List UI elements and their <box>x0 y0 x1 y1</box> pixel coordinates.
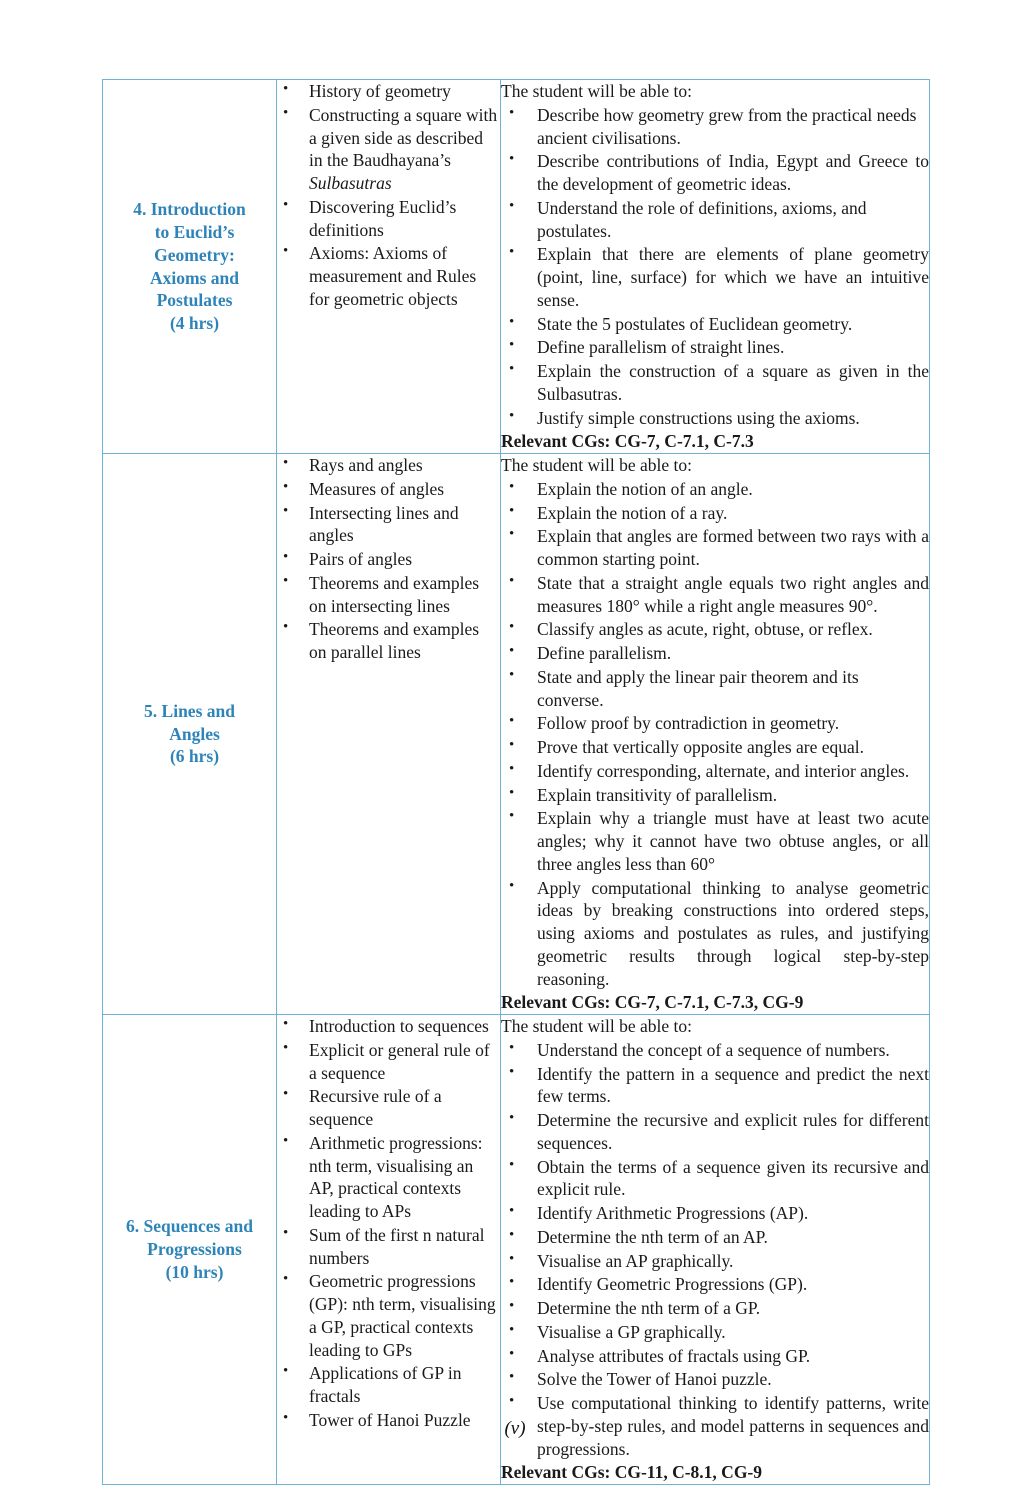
list-item: • Describe contributions of India, Egypt and Greece to the development of geometric ideas. <box>501 150 929 196</box>
list-item: • Visualise an AP graphically. <box>501 1250 929 1273</box>
list-item: • Explain why a triangle must have at least two acute angles; why it cannot have two obtuse angles, or all three angles less than 60° <box>501 807 929 875</box>
relevant-cgs: Relevant CGs: CG-7, C-7.1, C-7.3 <box>501 431 754 452</box>
outcome-cell <box>501 454 930 1015</box>
topic-list <box>277 80 500 311</box>
topic-cell <box>277 80 501 454</box>
list-item: • Identify the pattern in a sequence and predict the next few terms. <box>501 1063 929 1109</box>
topic-cell <box>277 1015 501 1485</box>
list-item: • Recursive rule of a sequence <box>277 1085 500 1131</box>
list-item: • Use computational thinking to identify patterns, write step-by-step rules, and model patterns in sequences and progressions. <box>501 1392 929 1460</box>
unit-cell <box>103 80 277 454</box>
unit-title-line: 4. Introduction <box>133 199 246 220</box>
list-item: • Measures of angles <box>277 478 500 501</box>
list-item: • Justify simple constructions using the axioms. <box>501 407 929 430</box>
outcome-list <box>501 1039 929 1461</box>
list-item: • Determine the nth term of an AP. <box>501 1226 929 1249</box>
list-item: • Analyse attributes of fractals using GP. <box>501 1345 929 1368</box>
unit-title-line: Geometry: <box>154 244 235 265</box>
outcome-list <box>501 478 929 991</box>
unit-title-line: to Euclid’s <box>154 222 235 242</box>
list-item: • Solve the Tower of Hanoi puzzle. <box>501 1368 929 1391</box>
table-row <box>103 1015 930 1485</box>
list-item: • Pairs of angles <box>277 548 500 571</box>
outcome-cell <box>501 1015 930 1485</box>
list-item: • Tower of Hanoi Puzzle <box>277 1409 500 1432</box>
list-item: • Axioms: Axioms of measurement and Rules for geometric objects <box>277 242 500 310</box>
list-item: • Apply computational thinking to analyse geometric ideas by breaking constructions into ordered steps, using axioms and postulates as rules, and justifying geometric results through logical step-by-step reasoning. <box>501 877 929 991</box>
list-item: • Explain transitivity of parallelism. <box>501 784 929 807</box>
unit-title-line: Angles <box>169 723 220 744</box>
list-item: • State the 5 postulates of Euclidean geometry. <box>501 313 929 336</box>
unit-title-line: 5. Lines and <box>144 700 235 721</box>
list-item: • Determine the nth term of a GP. <box>501 1297 929 1320</box>
italic-term: Sulbasutras <box>309 173 392 193</box>
unit-hours: (4 hrs) <box>169 313 220 333</box>
list-item: • Identify corresponding, alternate, and interior angles. <box>501 760 929 783</box>
list-item: • Introduction to sequences <box>277 1015 500 1038</box>
list-item: • Geometric progressions (GP): nth term, visualising a GP, practical contexts leading to GPs <box>277 1270 500 1361</box>
topic-list <box>277 454 500 664</box>
syllabus-table <box>102 79 930 1485</box>
unit-hours: (6 hrs) <box>169 746 220 767</box>
list-item: • Visualise a GP graphically. <box>501 1321 929 1344</box>
list-item: • Understand the role of definitions, axioms, and postulates. <box>501 197 929 243</box>
outcome-list <box>501 104 929 430</box>
outcomes-lead: The student will be able to: <box>501 1016 692 1036</box>
list-item: • Explain the notion of an angle. <box>501 478 929 501</box>
outcome-cell <box>501 80 930 454</box>
topic-cell <box>277 454 501 1015</box>
unit-title <box>103 1215 276 1283</box>
list-item: • Intersecting lines and angles <box>277 502 500 548</box>
list-item: • Applications of GP in fractals <box>277 1362 500 1408</box>
unit-title <box>103 700 276 768</box>
unit-title-line: Postulates <box>156 290 233 311</box>
unit-title-line: Axioms and <box>150 267 239 288</box>
list-item: • Prove that vertically opposite angles are equal. <box>501 736 929 759</box>
list-item: • Theorems and examples on parallel lines <box>277 618 500 664</box>
list-item: • Determine the recursive and explicit rules for different sequences. <box>501 1109 929 1155</box>
list-item: • History of geometry <box>277 80 500 103</box>
list-item: • Explicit or general rule of a sequence <box>277 1039 500 1085</box>
list-item: • Identify Geometric Progressions (GP). <box>501 1273 929 1296</box>
list-item: • Arithmetic progressions: nth term, visualising an AP, practical contexts leading to APs <box>277 1132 500 1223</box>
page-folio: (v) <box>504 1418 526 1439</box>
list-item: • Explain that there are elements of plane geometry (point, line, surface) for which we have an intuitive sense. <box>501 243 929 311</box>
table-row <box>103 454 930 1015</box>
list-item: • Explain that angles are formed between two rays with a common starting point. <box>501 525 929 571</box>
list-item: • Sum of the first n natural numbers <box>277 1224 500 1270</box>
list-item: • Describe how geometry grew from the practical needs ancient civilisations. <box>501 104 929 150</box>
list-item: • Define parallelism of straight lines. <box>501 336 929 359</box>
list-item: • Identify Arithmetic Progressions (AP). <box>501 1202 929 1225</box>
list-item: • Explain the notion of a ray. <box>501 502 929 525</box>
relevant-cgs: Relevant CGs: CG-7, C-7.1, C-7.3, CG-9 <box>501 992 804 1013</box>
relevant-cgs: Relevant CGs: CG-11, C-8.1, CG-9 <box>501 1462 763 1483</box>
unit-cell <box>103 454 277 1015</box>
unit-hours: (10 hrs) <box>165 1261 224 1282</box>
list-item: • Obtain the terms of a sequence given its recursive and explicit rule. <box>501 1156 929 1202</box>
list-item: • Define parallelism. <box>501 642 929 665</box>
list-item: • State that a straight angle equals two right angles and measures 180° while a right angle measures 90°. <box>501 572 929 618</box>
table-row <box>103 80 930 454</box>
list-item: • State and apply the linear pair theorem and its converse. <box>501 666 929 712</box>
list-item: • Classify angles as acute, right, obtuse, or reflex. <box>501 618 929 641</box>
list-item: • Understand the concept of a sequence of numbers. <box>501 1039 929 1062</box>
list-item: • Theorems and examples on intersecting lines <box>277 572 500 618</box>
unit-cell <box>103 1015 277 1485</box>
unit-title-line: Progressions <box>147 1239 242 1260</box>
list-item: • Explain the construction of a square as given in the Sulbasutras. <box>501 360 929 406</box>
list-item: • Follow proof by contradiction in geometry. <box>501 712 929 735</box>
outcomes-lead: The student will be able to: <box>501 455 692 475</box>
unit-title-line: 6. Sequences and <box>126 1216 253 1237</box>
topic-list <box>277 1015 500 1432</box>
list-item: • Discovering Euclid’s definitions <box>277 196 500 242</box>
unit-title <box>103 198 276 335</box>
list-item: • Rays and angles <box>277 454 500 477</box>
list-item: • Constructing a square with a given side as described in the Baudhayana’s Sulbasutras <box>277 104 500 195</box>
outcomes-lead: The student will be able to: <box>501 81 692 101</box>
